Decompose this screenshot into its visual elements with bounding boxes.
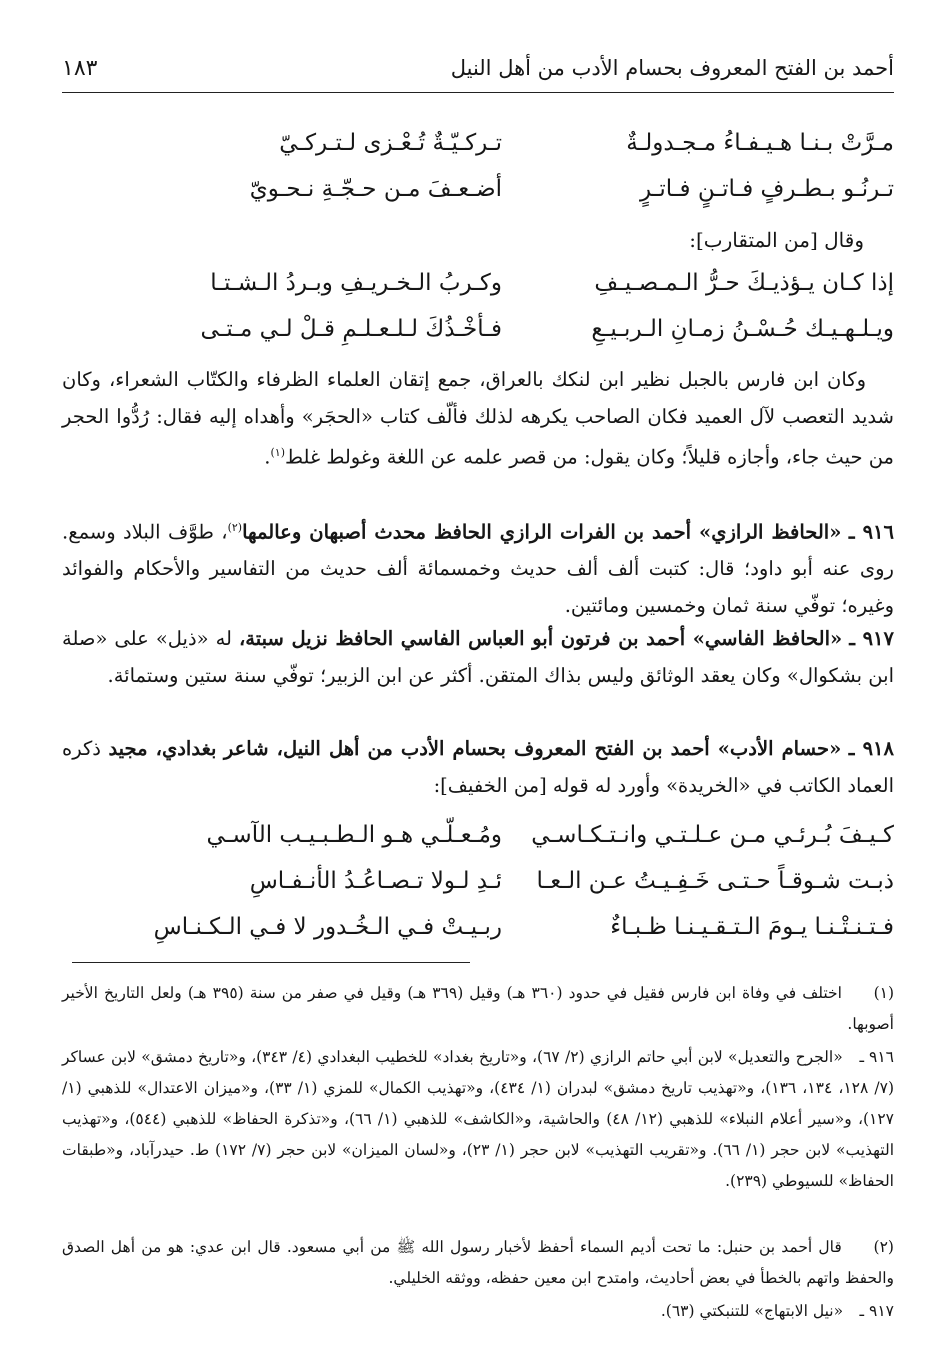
paragraph-line: وغولط غلط [284, 445, 381, 469]
header-rule [62, 92, 894, 93]
running-title: أحمد بن الفتح المعروف بحسام الأدب من أهل النيل [450, 56, 894, 80]
verse-line [62, 822, 894, 862]
footnote-916 [62, 1042, 894, 1197]
entry-number: ٩١٨ ـ [848, 737, 894, 760]
entry-text: البلاد وسمع. روى عنه أبو داود؛ قال: كتبت ألف ألف حديث وخمسمائة ألف حديث من [62, 520, 894, 580]
entry-text: ستين وستمائة. [107, 663, 228, 687]
verse-second-hemistich: وكـربُ الـخـريـفِ وبـردُ الـشـتـا [210, 270, 502, 296]
entry-917 [62, 621, 894, 694]
footnote-text: اختلف في وفاة ابن فارس فقيل في حدود (٣٦٠ هـ) وقيل (٣٦٩ هـ) وقيل في صفر من سنة (٣٩٥ هـ) ولعل [150, 984, 842, 1002]
verse-second-hemistich: تـركـيّـةٌ تُـعْـزى لـتـركـيّ [279, 130, 502, 156]
footnote-text: و«تقريب التهذيب» لابن حجر (١/ ٢٣)، و«لسان الميزان» لابن حجر (٧/ ١٧٢) ط. حيدرآباد، و«طبقات [62, 1141, 707, 1159]
footnote-text: قال أحمد بن حنبل: ما تحت أديم السماء أحفظ لأخبار رسول الله ﷺ من أبي مسعود. قال ابن عدي: هو [167, 1238, 842, 1256]
paragraph-line: الشعراء، وكان شديد التعصب لآل العميد فكان الصاحب يكرهه لذلك فألّف كتاب «الحجَر» [62, 368, 895, 428]
verse-line [62, 316, 894, 356]
paragraph-line: وأهداه إليه فقال: رُدُّوا الحجر من حيث جاء، وأجازه قليلاً؛ وكان يقول: من قصر علمه عن اللغة [62, 404, 894, 469]
footnote-text: الحفاظ» للسيوطي (٢٣٩). [725, 1172, 894, 1190]
verse-line [62, 914, 894, 954]
footnote-917 [62, 1296, 894, 1327]
footnote-text: «الجرح والتعديل» لابن أبي حاتم الرازي (٢/ ٦٧)، و«تاريخ بغداد» للخطيب البغدادي (٤/ ٣٤٣)، و«تاريخ [198, 1048, 843, 1066]
footnote-text: من أهل الصدق والحفظ واتهم بالخطأ في بعض أحاديث، وامتدح ابن معين حفظه، ووثقه الخليلي. [62, 1238, 894, 1287]
footnote-ref[interactable]: (٢) [227, 521, 243, 534]
entry-heading-cont: بغدادي، مجيد [108, 737, 217, 760]
book-page [62, 52, 894, 1352]
paragraph-end: . [264, 445, 271, 469]
verse-second-hemistich: ئـدِ لـولا تـصـاعُـدُ الأنـفـاسِ [249, 868, 502, 894]
entry-heading: «الحافظ الرازي» أحمد بن الفرات الرازي الحافظ محدث أصبهان وعالمها [242, 520, 842, 544]
entry-text: له «ذيل» [155, 627, 239, 650]
meter-intro: وقال [من المتقارب]: [689, 228, 864, 252]
verse-line [62, 270, 894, 310]
verse-first-hemistich: كـيـفَ بُـرئـي مـن عـلـتـي وانـتـكـاسـي [531, 822, 894, 848]
entry-918 [62, 731, 894, 804]
entry-text: ، طوَّف [168, 520, 228, 544]
verse-second-hemistich: أضـعـفَ مـن حـجّـةِ نـحـويّ [249, 176, 502, 202]
footnote-2 [62, 1232, 894, 1294]
footnote-text: للمزي (١/ ٣٣)، و«ميزان الاعتدال» للذهبي (١/ ١٢٧)، و«سير أعلام النبلاء» للذهبي (١٢/ ٤٨) والحاشية، [62, 1079, 894, 1128]
entry-text: ذكره العماد الكاتب في «الخريدة» وأورد له قوله [من الخفيف]: [62, 737, 894, 797]
verse-line [62, 176, 894, 216]
footnote-text: التاريخ الأخير أصوبها. [62, 984, 894, 1033]
footnote-label: ٩١٧ ـ [859, 1302, 894, 1320]
footnote-text: «نيل الابتهاج» للتنبكتي (٦٣). [660, 1302, 844, 1320]
footnote-1 [62, 978, 894, 1040]
footnote-separator [72, 962, 470, 963]
page-number: ١٨٣ [62, 56, 98, 81]
verse-first-hemistich: تـرنُـو بـطـرفٍ فـاتـنٍ فـاتـرٍ [639, 176, 894, 202]
footnote-text: دمشق» لابن عساكر (٧/ ١٢٨، ١٣٤، ١٣٦)، و«تهذيب تاريخ دمشق» لبدران (١/ ٤٣٤)، و«تهذيب الكمال» [62, 1048, 894, 1097]
verse-first-hemistich: إذا كـان يـؤذيـكَ حـرُّ الـمـصـيـفِ [594, 270, 894, 296]
verse-first-hemistich: مـرَّتْ بـنـا هـيـفـاءُ مـجـدولـةٌ [626, 130, 894, 156]
verse-line [62, 868, 894, 908]
verse-line [62, 130, 894, 170]
footnote-label: (٢) [873, 1238, 894, 1256]
verse-second-hemistich: ربـيـتْ فـي الـخُـدور لا فـي الـكـنـاسِ [153, 914, 502, 940]
footnote-label: ٩١٦ ـ [859, 1048, 894, 1066]
running-header [62, 52, 894, 98]
footnote-label: (١) [873, 984, 895, 1002]
verse-first-hemistich: فـتـنـتْـنـا يـومَ الـتـقـيـنـا ظـبـاءٌ [610, 914, 894, 940]
footnote-ref[interactable]: (١) [270, 446, 285, 459]
entry-number: ٩١٦ ـ [848, 520, 894, 544]
entry-number: ٩١٧ ـ [849, 627, 894, 650]
verse-first-hemistich: ويـلـهـيـك حُـسْـنُ زمـانِ الـربـيـعِ [591, 316, 894, 342]
entry-text: التفاسير والأحكام والفوائد وغيره؛ توفّي سنة ثمان وخمسين ومائتين. [62, 557, 894, 617]
paragraph-ibn-faris [62, 362, 894, 476]
entry-916 [62, 510, 894, 624]
paragraph-line: وكان ابن فارس بالجبل نظير ابن لنكك بالعراق، جمع إتقان العلماء الظرفاء والكتّاب [186, 368, 866, 391]
entry-heading: «الحافظ الفاسي» أحمد بن فرتون أبو العباس الفاسي الحافظ نزيل سبتة، [239, 627, 843, 650]
verse-second-hemistich: فـأخْـذُكَ لـلـعـلـمِ قـلْ لـي مـتـى [200, 316, 502, 342]
verse-second-hemistich: ومُـعـلّـي هـو الـطـبـيـب الآسـي [206, 822, 502, 848]
verse-first-hemistich: ذبـت شـوقـاً حـتـى خَـفِـيـتُ عـن الـعـا [536, 868, 894, 894]
footnote-text: و«الكاشف» للذهبي (١/ ٦٦)، و«تذكرة الحفاظ» للذهبي (٥٤٤)، و«تهذيب التهذيب» لابن حجر (١/ ٦٦). [62, 1110, 895, 1159]
entry-heading: «حسام الأدب» أحمد بن الفتح المعروف بحسام الأدب من أهل النيل، شاعر [223, 737, 842, 760]
entry-text: على «صلة ابن بشكوال» وكان يعقد الوثائق وليس بذاك المتقن. أكثر عن ابن الزبير؛ توفّي سنة [62, 627, 894, 687]
